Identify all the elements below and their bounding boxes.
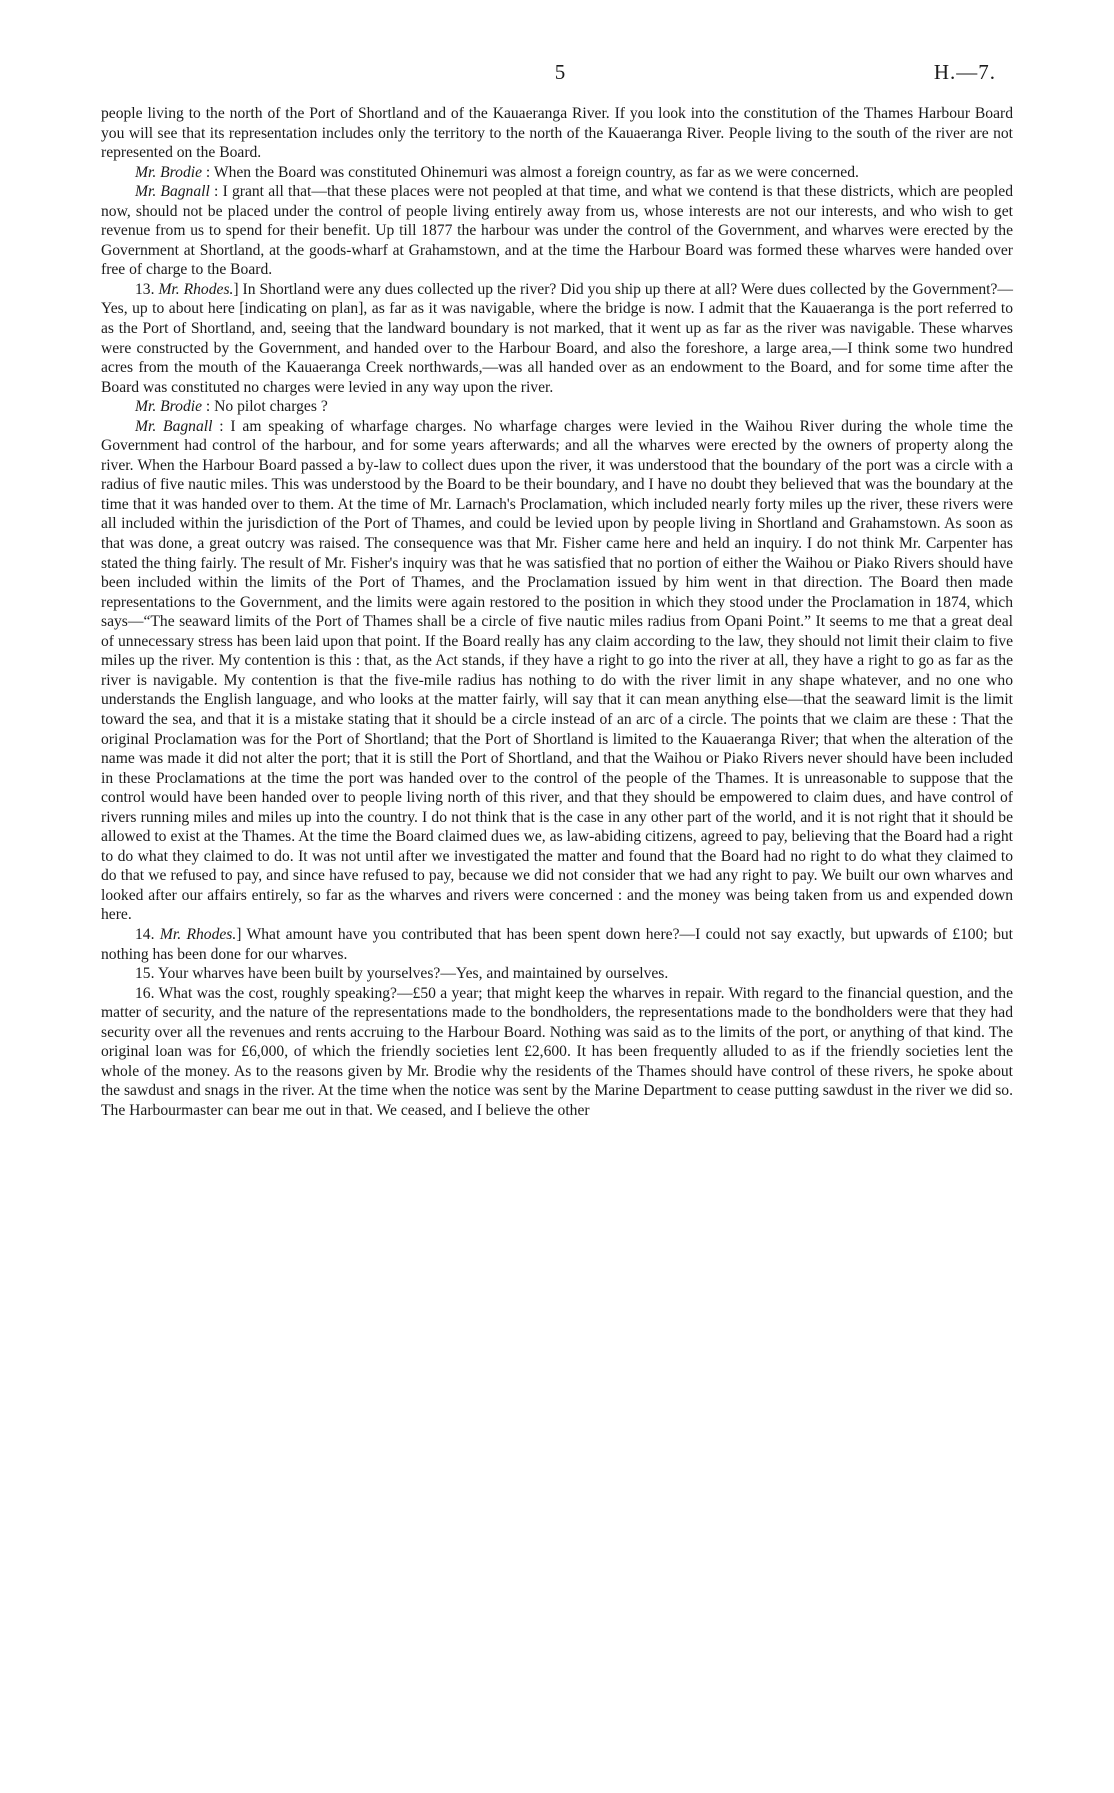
paragraph-text: What amount have you contributed that has been spent down here?—I could not say exactly, but upwards of £100; but nothing has been done for our wharves. bbox=[101, 925, 1014, 963]
question-number: 14. bbox=[135, 925, 160, 943]
paragraph-text: What was the cost, roughly speaking?—£50 a year; that might keep the wharves in repair. With regard to the financial question, and the matter of security, and the nature of the representations made to the bondholders, the representations made to the bondholders were that they had security over all the revenues and rents accruing to the Harbour Board. Nothing was said as to the limits of the port, or anything of that kind. The original loan was for £6,000, of which the friendly societies lent £2,600. It has been frequently alluded to as if the friendly societies lent the whole of the money. As to the reasons given by Mr. Brodie why the residents of the Thames should have control of these rivers, he spoke about the sawdust and snags in the river. At the time when the notice was sent by the Marine Department to cease putting sawdust in the river we did so. The Harbourmaster can bear me out in that. We ceased, and I believe the other bbox=[101, 984, 1014, 1119]
speaker-name: Mr. Rhodes. bbox=[159, 925, 237, 943]
speaker-separator: ] bbox=[236, 925, 247, 943]
speaker-separator: ] bbox=[233, 280, 243, 298]
paragraph-text: In Shortland were any dues collected up the river? Did you ship up there at all? Were dues collected by the Government?—Yes, up to about here [indicating on plan], as far as it was navigable, where the bridge is now. I admit that the Kauaeranga is the port referred to as the Port of Shortland, and, seeing that the landward boundary is not marked, that it went up as far as the river was navigable. These wharves were constructed by the Government, and handed over to the Harbour Board, and also the foreshore, a large area,—I think some two hundred acres from the mouth of the Kauaeranga Creek northwards,—was all handed over as an endowment to the Board, and for some time after the Board was constituted no charges were levied in any way upon the river. bbox=[101, 280, 1014, 396]
paragraph bbox=[101, 964, 1013, 984]
text-body bbox=[101, 104, 1013, 1120]
speaker-name: Mr. Brodie bbox=[135, 398, 202, 416]
paragraph bbox=[101, 417, 1013, 925]
question-number: 16. bbox=[135, 984, 159, 1002]
paragraph-text: I grant all that—that these places were not peopled at that time, and what we contend is that these districts, which are peopled now, should not be placed under the control of people living entirely away from us, whose interests are not our interests, and who wish to get revenue from us to spend for their benefit. Up till 1877 the harbour was under the control of the Government, and wharves were erected by the Government at Shortland, at the goods-wharf at Grahamstown, and at the time the Harbour Board was formed these wharves were handed over free of charge to the Board. bbox=[101, 183, 1013, 279]
paragraph bbox=[101, 925, 1013, 964]
paragraph-text: When the Board was constituted Ohinemuri was almost a foreign country, as far as we were concerned. bbox=[213, 163, 859, 181]
question-number: 13. bbox=[135, 280, 159, 298]
paragraph-text: Your wharves have been built by yourselves?—Yes, and maintained by ourselves. bbox=[157, 965, 669, 983]
question-number: 15. bbox=[135, 965, 158, 983]
speaker-name: Mr. Bagnall bbox=[135, 183, 210, 201]
paragraph-text: I am speaking of wharfage charges. No wharfage charges were levied in the Waihou River during the whole time the Government had control of the harbour, and for some years afterwards; and all the wharves were erected by the owners of property along the river. When the Harbour Board passed a by-law to collect dues upon the river, it was understood that the boundary of the port was a circle with a radius of five nautic miles. This was understood by the Board to be their boundary, and I have no doubt they believed that was the boundary at the time that it was handed over to them. At the time of Mr. Larnach's Proclamation, which included nearly forty miles up the river, these rivers were all included within the jurisdiction of the Port of Thames, and could be levied upon by people living in Shortland and Grahamstown. As soon as that was done, a great outcry was raised. The consequence was that Mr. Fisher came here and held an inquiry. I do not think Mr. Carpenter has stated the thing fairly. The result of Mr. Fisher's inquiry was that he was satisfied that no portion of either the Waihou or Piako Rivers should have been included within the limits of the Port of Thames, and the Proclamation issued by him went in that direction. The Board then made representations to the Government, and the limits were again restored to the position in which they stood under the Proclamation in 1874, which says—“The seaward limits of the Port of Thames shall be a circle of five nautic miles radius from Opani Point.” It seems to me that a great deal of unnecessary stress has been laid upon that point. If the Board really has any claim according to the law, they should not limit their claim to five miles up the river. My contention is this : that, as the Act stands, if they have a right to go into the river at all, they have a right to go as far as the river is navigable. My contention is that the five-mile radius has nothing to do with the river limit in any shape whatever, and no one who understands the English language, and who looks at the matter fairly, will say that it can mean anything else—that the seaward limit is the limit toward the sea, and that it is a mistake stating that it should be a circle instead of an arc of a circle. The points that we claim are these : That the original Proclamation was for the Port of Shortland; that the Port of Shortland is limited to the Kauaeranga River; that when the alteration of the name was made it did not alter the port; that it is still the Port of Shortland, and that the Waihou or Piako Rivers never should have been included in these Proclamations at the time the port was handed over to the control of the people of the Thames. It is unreasonable to suppose that the control would have been handed over to people living north of this river, and that they should be empowered to claim dues, and have control of rivers running miles and miles up into the country. I do not think that is the case in any other part of the world, and it is not right that it should be allowed to exist at the Thames. At the time the Board claimed dues we, as law-abiding citizens, agreed to pay, believing that the Board had a right to do what they claimed to do. It was not until after we investigated the matter and found that the Board had no right to do what they claimed to do that we refused to pay, and since have refused to pay, because we did not consider that we had any right to pay. We built our own wharves and looked after our affairs entirely, so far as the wharves and rivers were concerned : and the money was being taken from us and expended down here. bbox=[101, 417, 1013, 924]
document-reference: H.—7. bbox=[933, 60, 996, 84]
paragraph bbox=[101, 397, 1013, 417]
speaker-separator: : bbox=[202, 398, 215, 416]
paragraph-text: No pilot charges ? bbox=[214, 398, 328, 416]
speaker-separator: : bbox=[212, 417, 231, 435]
speaker-name: Mr. Rhodes. bbox=[158, 280, 234, 298]
paragraph bbox=[101, 104, 1013, 163]
speaker-separator: : bbox=[202, 163, 214, 181]
paragraph bbox=[101, 182, 1013, 280]
paragraph-text: people living to the north of the Port of Shortland and of the Kauaeranga River. If you look into the constitution of the Thames Harbour Board you will see that its representation includes only the territory to the north of the Kauaeranga River. People living to the south of the river are not represented on the Board. bbox=[101, 105, 1013, 162]
paragraph bbox=[101, 163, 1013, 183]
speaker-name: Mr. Brodie bbox=[135, 163, 202, 181]
speaker-separator: : bbox=[209, 183, 223, 201]
paragraph bbox=[101, 280, 1013, 397]
page-number: 5 bbox=[554, 60, 566, 84]
speaker-name: Mr. Bagnall bbox=[135, 417, 213, 435]
paragraph bbox=[101, 984, 1013, 1121]
